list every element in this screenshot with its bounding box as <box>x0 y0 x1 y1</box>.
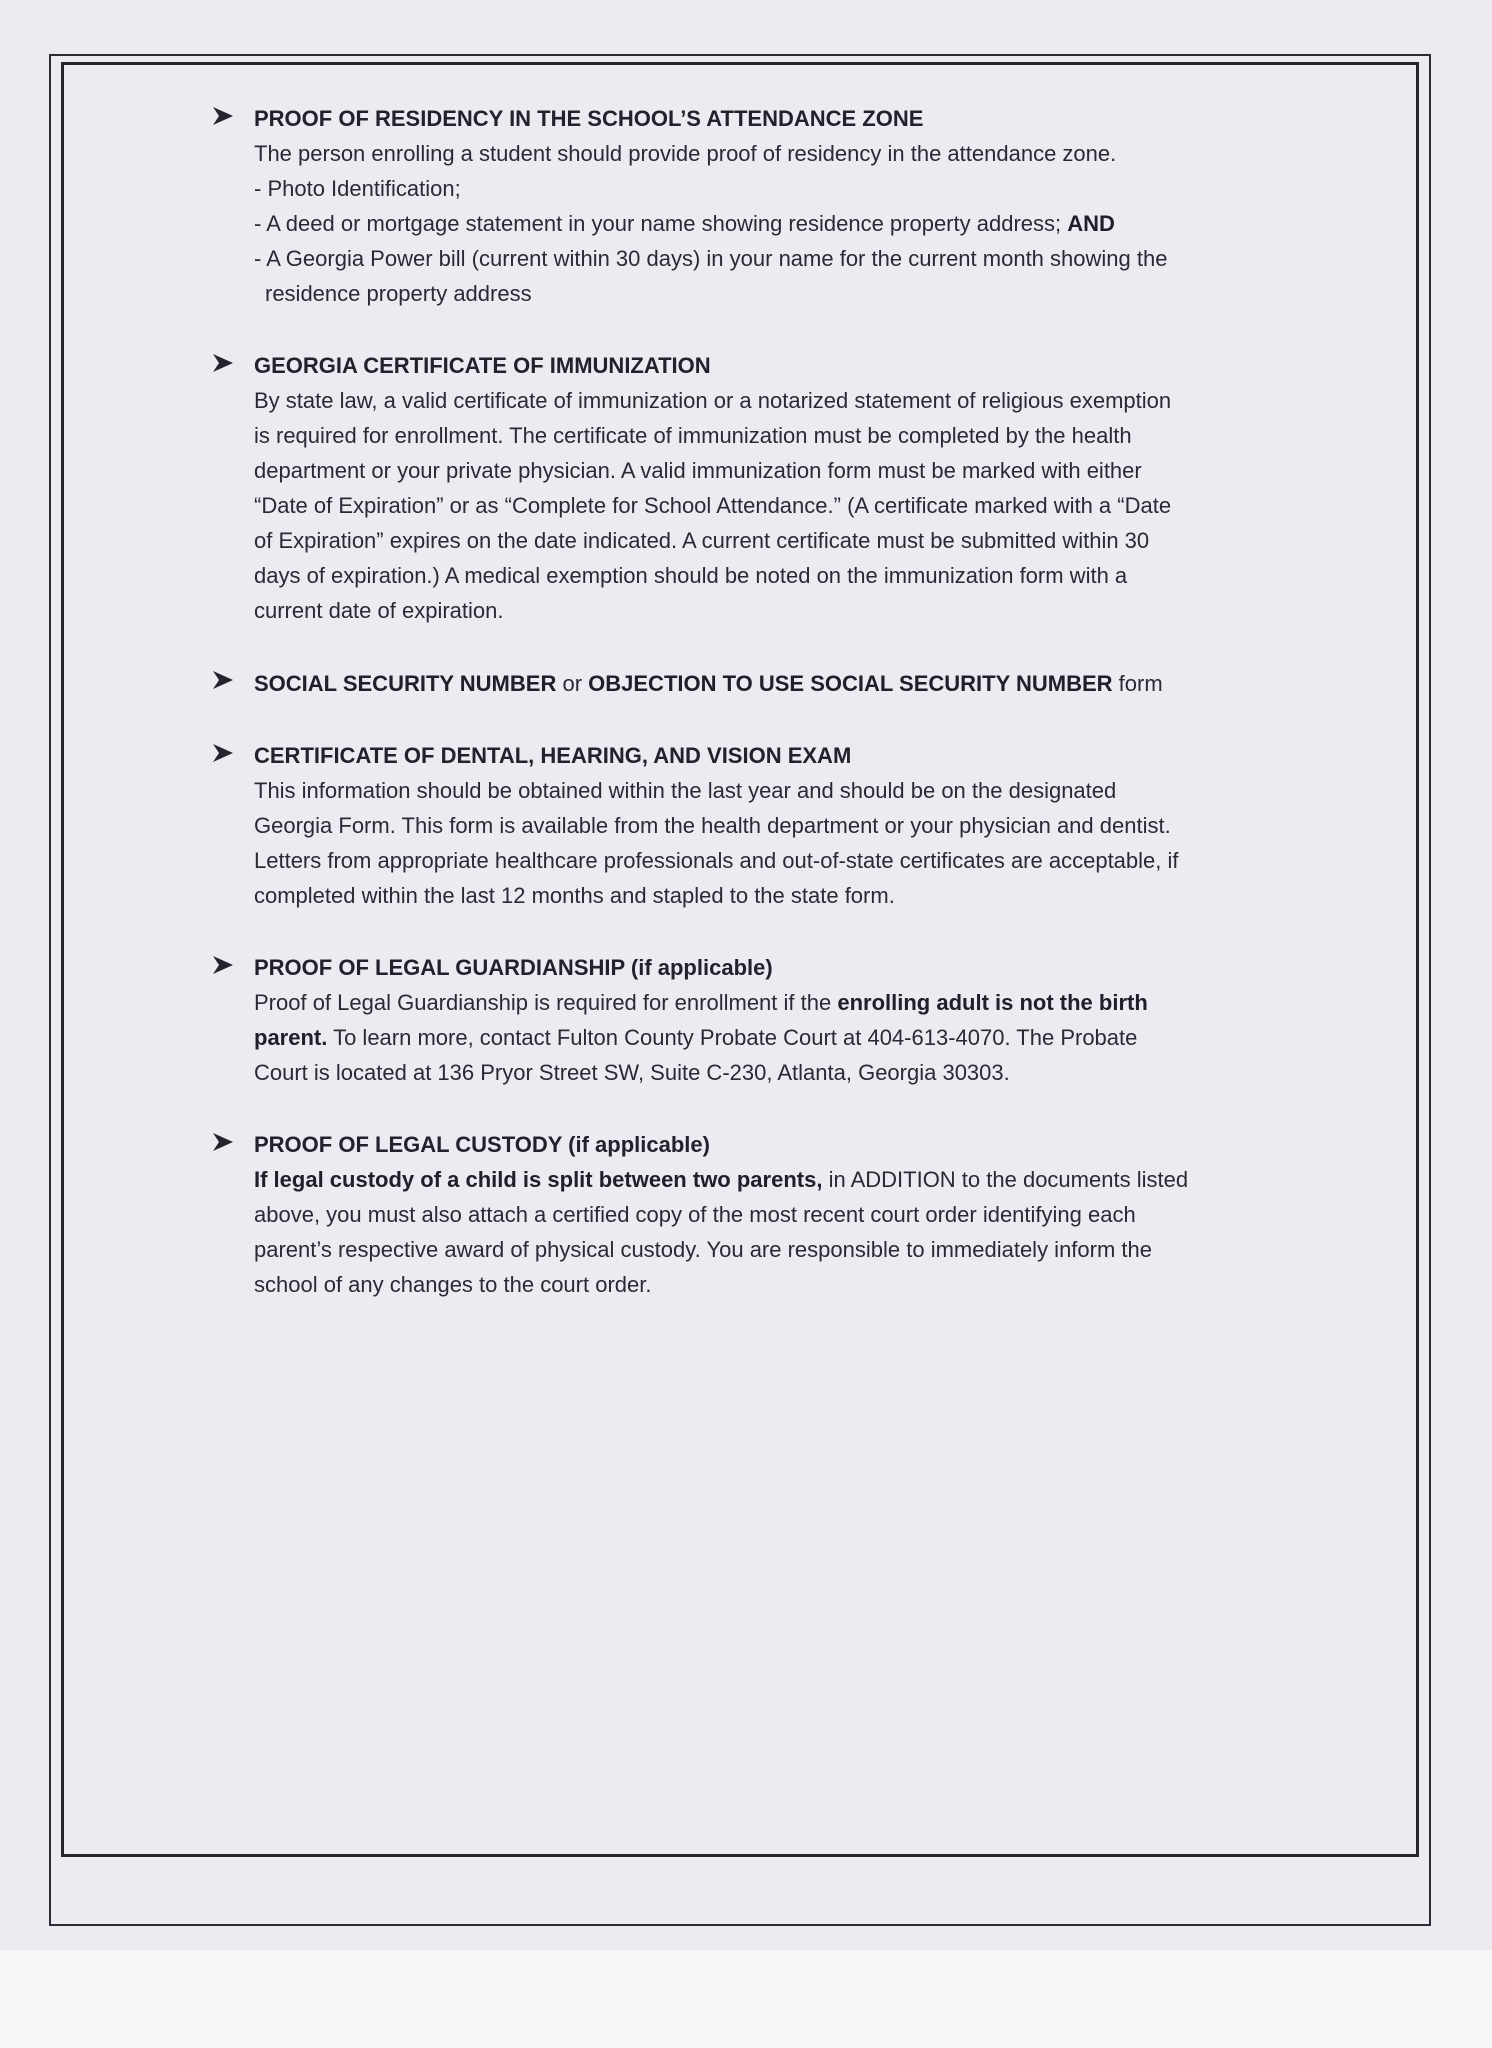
body-line-text: To learn more, contact Fulton County Probate Court at 404-613-4070. The Probate <box>333 1025 1138 1050</box>
body-line: Court is located at 136 Pryor Street SW, Suite C-230, Atlanta, Georgia 30303. <box>254 1060 1010 1085</box>
section-body <box>254 383 1320 628</box>
body-line <box>254 985 1320 1020</box>
section-legal-guardianship <box>210 951 1320 1090</box>
document-content <box>210 102 1320 1340</box>
section-proof-of-residency <box>210 102 1320 311</box>
body-line <box>254 206 1320 241</box>
body-line: Georgia Form. This form is available from the health department or your physician and dentist. <box>254 813 1171 838</box>
arrowhead-bullet-icon <box>212 743 234 763</box>
body-line-text: in ADDITION to the documents listed <box>828 1167 1189 1192</box>
body-line: - A Georgia Power bill (current within 30 days) in your name for the current month showing the <box>254 246 1168 271</box>
emphasis-text: parent. <box>254 1025 328 1050</box>
body-line-text: - A deed or mortgage statement in your name showing residence property address; <box>254 211 1062 236</box>
emphasis-text: enrolling adult is not the birth <box>837 990 1148 1015</box>
body-line: “Date of Expiration” or as “Complete for School Attendance.” (A certificate marked with a “Date <box>254 493 1172 518</box>
section-heading: GEORGIA CERTIFICATE OF IMMUNIZATION <box>254 353 711 378</box>
body-line: The person enrolling a student should provide proof of residency in the attendance zone. <box>254 141 1117 166</box>
body-line: above, you must also attach a certified copy of the most recent court order identifying each <box>254 1202 1136 1227</box>
scanner-margin <box>0 1950 1492 2048</box>
body-line: current date of expiration. <box>254 598 504 623</box>
body-line <box>254 1162 1320 1197</box>
section-heading <box>254 666 1320 701</box>
body-line: of Expiration” expires on the date indicated. A current certificate must be submitted within 30 <box>254 528 1150 553</box>
section-heading: PROOF OF RESIDENCY IN THE SCHOOL’S ATTENDANCE ZONE <box>254 106 924 131</box>
section-body <box>254 985 1320 1090</box>
body-line <box>254 1020 1320 1055</box>
heading-suffix: form <box>1118 671 1163 696</box>
body-line: department or your private physician. A valid immunization form must be marked with either <box>254 458 1142 483</box>
body-line: is required for enrollment. The certificate of immunization must be completed by the health <box>254 423 1132 448</box>
body-line: days of expiration.) A medical exemption should be noted on the immunization form with a <box>254 563 1128 588</box>
arrowhead-bullet-icon <box>212 353 234 373</box>
body-line: Letters from appropriate healthcare professionals and out-of-state certificates are acceptable, if <box>254 848 1179 873</box>
arrowhead-bullet-icon <box>212 670 234 690</box>
heading-objection: OBJECTION TO USE SOCIAL SECURITY NUMBER <box>588 671 1113 696</box>
emphasis-text: If legal custody of a child is split between two parents, <box>254 1167 823 1192</box>
section-immunization <box>210 349 1320 628</box>
body-line: residence property address <box>265 281 532 306</box>
arrowhead-bullet-icon <box>212 955 234 975</box>
section-heading: PROOF OF LEGAL CUSTODY (if applicable) <box>254 1132 710 1157</box>
section-social-security <box>210 666 1320 701</box>
section-heading: CERTIFICATE OF DENTAL, HEARING, AND VISION EXAM <box>254 743 852 768</box>
body-line: school of any changes to the court order. <box>254 1272 652 1297</box>
section-body <box>254 1162 1320 1302</box>
arrowhead-bullet-icon <box>212 106 234 126</box>
heading-ssn: SOCIAL SECURITY NUMBER <box>254 671 557 696</box>
body-line-text: Proof of Legal Guardianship is required for enrollment if the <box>254 990 832 1015</box>
body-line: By state law, a valid certificate of immunization or a notarized statement of religious exemption <box>254 388 1172 413</box>
body-line: parent’s respective award of physical custody. You are responsible to immediately inform the <box>254 1237 1152 1262</box>
section-dental-hearing-vision <box>210 739 1320 913</box>
arrowhead-bullet-icon <box>212 1132 234 1152</box>
body-line: completed within the last 12 months and stapled to the state form. <box>254 883 895 908</box>
section-body <box>254 136 1320 311</box>
body-line: This information should be obtained within the last year and should be on the designated <box>254 778 1117 803</box>
section-heading: PROOF OF LEGAL GUARDIANSHIP (if applicable) <box>254 955 773 980</box>
heading-connector: or <box>562 671 583 696</box>
body-line: - Photo Identification; <box>254 176 461 201</box>
section-body <box>254 773 1320 913</box>
section-legal-custody <box>210 1128 1320 1302</box>
emphasis-and: AND <box>1067 211 1115 236</box>
